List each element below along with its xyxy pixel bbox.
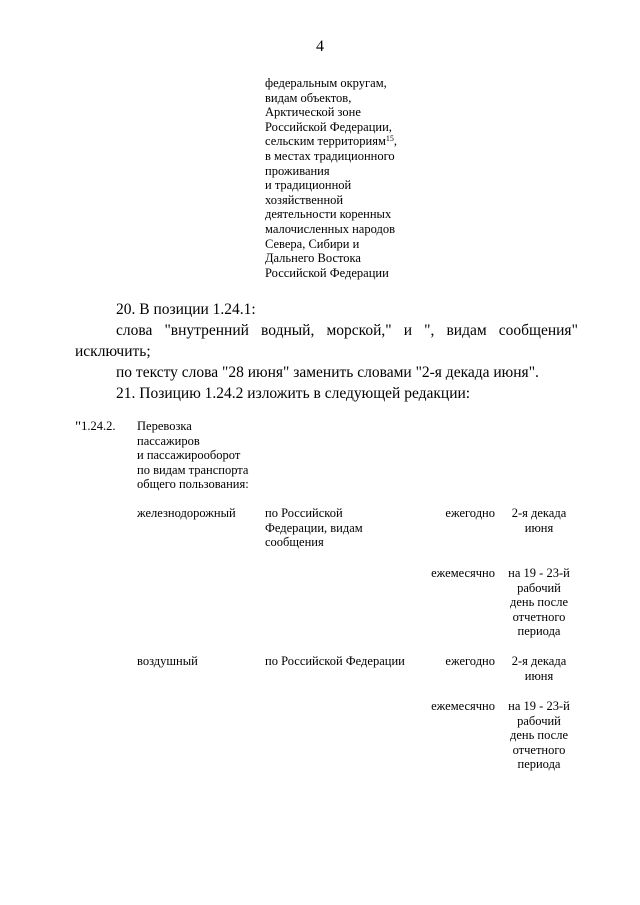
row-deadline-line: день после (509, 728, 568, 743)
slova-word: слова (116, 322, 153, 339)
position-title-line: пассажиров (137, 433, 200, 448)
footnote-comma: , (393, 134, 398, 149)
paragraph-21: 21. Позицию 1.24.2 изложить в следующей редакции: (116, 385, 471, 402)
row-name: воздушный (137, 654, 198, 668)
continuation-line: хозяйственной (265, 192, 344, 207)
row-deadline-line: июня (524, 520, 554, 535)
page-number: 4 (316, 38, 324, 55)
row-period: ежемесячно (431, 566, 495, 580)
paragraph-slova (116, 322, 578, 340)
paragraph-po-tekstu: по тексту слова "28 июня" заменить словами "2-я декада июня". (116, 364, 539, 381)
row-deadline-line: июня (524, 668, 554, 683)
position-title-line: Перевозка (137, 419, 192, 433)
continuation-line: Российской Федерации (265, 265, 389, 280)
position-title-line: общего пользования: (137, 477, 249, 492)
row-section (265, 654, 405, 669)
row-deadline (501, 654, 577, 683)
slova-word: морской," (326, 322, 392, 339)
continuation-line: малочисленных народов (265, 221, 395, 236)
row-period: ежегодно (445, 654, 495, 668)
continuation-line: сельским территориям (265, 134, 386, 149)
row-name: железнодорожный (137, 506, 236, 520)
continuation-line: в местах традиционного (265, 148, 395, 163)
position-number (75, 419, 116, 435)
continuation-line: федеральным округам, (265, 76, 387, 90)
row-deadline-line: на 19 - 23-й (508, 566, 570, 580)
open-quote: " (75, 419, 82, 435)
row-deadline (501, 506, 577, 535)
row-period: ежемесячно (431, 699, 495, 713)
row-period: ежегодно (445, 506, 495, 520)
position-title-line: и пассажирооборот (137, 448, 241, 463)
continuation-line: деятельности коренных (265, 207, 392, 222)
slova-word: ", (424, 322, 435, 339)
section-continuation (265, 76, 397, 280)
continuation-line: Севера, Сибири и (265, 236, 360, 251)
row-deadline-line: 2-я декада (511, 506, 567, 520)
row-section-line: по Российской Федерации (265, 654, 405, 668)
footnote-reference[interactable]: 15 (385, 134, 394, 144)
row-deadline-line: рабочий (517, 713, 561, 728)
row-deadline-line: на 19 - 23-й (508, 699, 570, 713)
slova-word: и (403, 322, 413, 339)
position-title (137, 419, 249, 492)
slova-word: сообщения" (498, 322, 578, 339)
continuation-line: проживания (265, 163, 330, 178)
slova-word: водный, (261, 322, 315, 339)
row-deadline (501, 699, 577, 772)
continuation-line: Российской Федерации, (265, 119, 392, 134)
row-deadline-line: периода (517, 624, 561, 639)
paragraph-isklyuchit: исключить; (75, 343, 151, 360)
row-deadline-line: отчетного (512, 609, 566, 624)
row-section-line: Федерации, видам (265, 520, 363, 535)
row-deadline-line: периода (517, 757, 561, 772)
position-title-line: по видам транспорта (137, 462, 249, 477)
continuation-line-with-footnote (265, 134, 397, 149)
row-deadline-line: рабочий (517, 580, 561, 595)
continuation-line: Дальнего Востока (265, 251, 361, 266)
row-section (265, 506, 363, 550)
row-deadline (501, 566, 577, 639)
slova-word: видам (446, 322, 487, 339)
row-deadline-line: 2-я декада (511, 654, 567, 668)
position-number-text: 1.24.2. (81, 419, 116, 433)
row-section-line: по Российской (265, 506, 343, 520)
row-section-line: сообщения (265, 535, 324, 550)
row-deadline-line: день после (509, 595, 568, 610)
continuation-line: видам объектов, (265, 90, 352, 105)
row-deadline-line: отчетного (512, 742, 566, 757)
continuation-line: Арктической зоне (265, 105, 361, 120)
continuation-line: и традиционной (265, 178, 352, 193)
slova-word: "внутренний (164, 322, 249, 339)
paragraph-20: 20. В позиции 1.24.1: (116, 301, 256, 318)
